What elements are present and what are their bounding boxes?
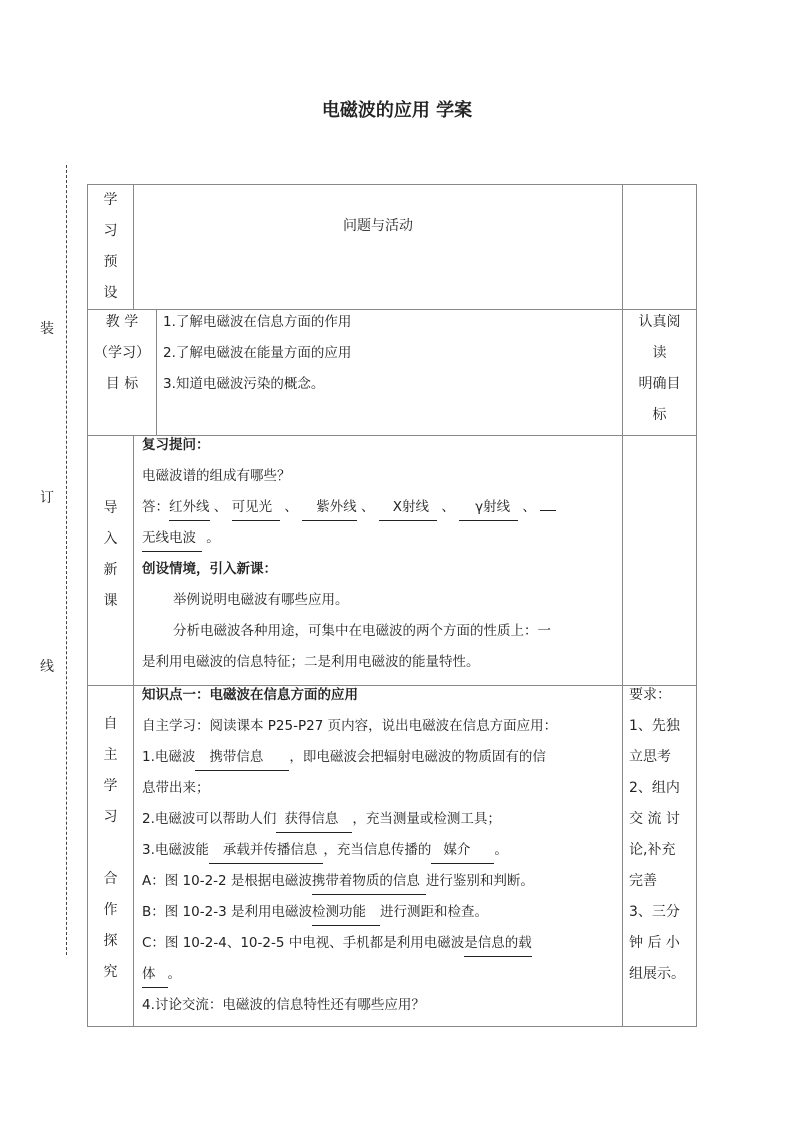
review-answer-line: 答：红外线 、 可见光 、 紫外线 、 X射线 、 γ射线 、 bbox=[142, 492, 556, 523]
text: 进行鉴别和判断。 bbox=[425, 873, 534, 889]
study-label-char: 自 bbox=[103, 716, 118, 732]
goal-item: 2.了解电磁波在能量方面的应用 bbox=[163, 345, 352, 361]
review-question: 电磁波谱的组成有哪些？ bbox=[142, 468, 291, 484]
item-c-line bbox=[142, 928, 557, 959]
intro-content-cell bbox=[133, 435, 623, 686]
text: B：图 10-2-3 是利用电磁波 bbox=[142, 904, 312, 920]
text: 。 bbox=[167, 966, 181, 982]
item-1-cont: 息带出来； bbox=[142, 780, 210, 796]
req-line: 钟 后 小 bbox=[629, 935, 680, 951]
answer-blank: 是信息的载 bbox=[464, 930, 532, 957]
text: ，充当测量或检测工具； bbox=[352, 811, 501, 827]
answer-blank-tail bbox=[540, 510, 556, 511]
binding-dashed-line bbox=[66, 165, 67, 955]
req-line: 3、三分 bbox=[629, 904, 680, 920]
item-a-line bbox=[142, 866, 557, 897]
goals-note-line: 认真阅 bbox=[638, 314, 681, 330]
answer-blank: 承载并传播信息 bbox=[209, 837, 324, 864]
study-label-char: 主 bbox=[103, 747, 118, 763]
study-label-cell bbox=[87, 685, 134, 1027]
goals-note-line: 标 bbox=[652, 407, 667, 423]
text: 。 bbox=[494, 842, 508, 858]
goals-note-line: 明确目 bbox=[638, 376, 681, 392]
self-study-line: 自主学习：阅读课本 P25-P27 页内容，说出电磁波在信息方面应用： bbox=[142, 718, 558, 734]
answer-blank: 媒介 bbox=[431, 837, 494, 864]
header-left-cell bbox=[87, 184, 134, 310]
answer-blank: 紫外线 bbox=[302, 494, 357, 521]
goals-label-line: （学习） bbox=[94, 345, 150, 361]
scene-title: 创设情境，引入新课： bbox=[142, 561, 277, 577]
study-label-char: 习 bbox=[103, 809, 118, 825]
req-line: 要求： bbox=[629, 687, 671, 703]
goal-item: 1.了解电磁波在信息方面的作用 bbox=[163, 314, 352, 330]
item-3-line bbox=[142, 835, 557, 866]
text: 进行测距和检查。 bbox=[379, 904, 488, 920]
answer-blank: 携带着物质的信息 bbox=[312, 868, 426, 895]
header-left-char: 习 bbox=[103, 223, 118, 239]
review-answer-line-2: 无线电波 。 bbox=[142, 523, 556, 554]
intro-label-char: 入 bbox=[103, 531, 118, 547]
answer-blank: 可见光 bbox=[232, 494, 281, 521]
answer-blank: 获得信息 bbox=[276, 806, 352, 833]
intro-right-cell bbox=[622, 435, 697, 686]
goals-label-line: 教 学 bbox=[105, 314, 139, 330]
study-label-char: 学 bbox=[103, 778, 118, 794]
goals-label-line: 目 标 bbox=[105, 376, 139, 392]
text: 2.电磁波可以帮助人们 bbox=[142, 811, 277, 827]
study-content-cell bbox=[133, 685, 623, 1027]
header-right-cell bbox=[622, 184, 697, 310]
header-center-label: 问题与活动 bbox=[343, 218, 413, 234]
item-1-line bbox=[142, 742, 557, 773]
study-label-char: 合 bbox=[103, 871, 118, 887]
text: 3.电磁波能 bbox=[142, 842, 209, 858]
answer-prefix: 答： bbox=[142, 499, 169, 515]
goal-item: 3.知道电磁波污染的概念。 bbox=[163, 376, 325, 392]
intro-label-char: 新 bbox=[103, 562, 118, 578]
answer-blank: 体 bbox=[142, 961, 168, 988]
item-b-line bbox=[142, 897, 557, 928]
scene-line: 举例说明电磁波有哪些应用。 bbox=[173, 592, 349, 608]
text: C：图 10-2-4、10-2-5 中电视、手机都是利用电磁波 bbox=[142, 935, 465, 951]
header-left-char: 学 bbox=[103, 192, 118, 208]
binding-char-xian: 线 bbox=[40, 659, 54, 675]
req-line: 立思考 bbox=[629, 749, 671, 765]
goals-note-cell bbox=[622, 309, 697, 436]
study-label-char: 究 bbox=[103, 964, 118, 980]
req-line: 组展示。 bbox=[629, 966, 685, 982]
scene-line: 是利用电磁波的信息特征；二是利用电磁波的能量特性。 bbox=[142, 654, 480, 670]
text: ，即电磁波会把辐射电磁波的物质固有的信 bbox=[289, 749, 546, 765]
answer-blank: X射线 bbox=[379, 494, 437, 521]
item-4-line: 4.讨论交流：电磁波的信息特性还有哪些应用？ bbox=[142, 997, 425, 1013]
study-label-char: 探 bbox=[103, 933, 118, 949]
answer-blank: 无线电波 bbox=[142, 525, 202, 552]
text: A：图 10-2-2 是根据电磁波 bbox=[142, 873, 312, 889]
req-line: 交 流 讨 bbox=[629, 811, 680, 827]
req-line: 完善 bbox=[629, 873, 657, 889]
intro-label-char: 课 bbox=[103, 593, 118, 609]
req-line: 1、先独 bbox=[629, 718, 680, 734]
item-2-line bbox=[142, 804, 557, 835]
answer-blank: 红外线 bbox=[169, 494, 210, 521]
study-req-cell bbox=[622, 685, 697, 1027]
scene-line: 分析电磁波各种用途，可集中在电磁波的两个方面的性质上：一 bbox=[173, 623, 551, 639]
review-title: 复习提问： bbox=[142, 437, 210, 453]
req-line: 论,补充 bbox=[629, 842, 676, 858]
goals-label-cell bbox=[87, 309, 157, 436]
page-title: 电磁波的应用 学案 bbox=[321, 100, 473, 121]
binding-char-zhuang: 装 bbox=[40, 321, 54, 337]
header-left-char: 预 bbox=[103, 254, 118, 270]
answer-blank: γ射线 bbox=[459, 494, 518, 521]
intro-label-cell bbox=[87, 435, 134, 686]
header-center-cell bbox=[133, 184, 623, 310]
goals-content-cell bbox=[156, 309, 623, 436]
text: ，充当信息传播的 bbox=[323, 842, 432, 858]
knowledge-point-title: 知识点一：电磁波在信息方面的应用 bbox=[142, 687, 358, 703]
intro-label-char: 导 bbox=[103, 500, 118, 516]
answer-blank: 检测功能 bbox=[312, 899, 380, 926]
text: 1.电磁波 bbox=[142, 749, 196, 765]
study-label-char: 作 bbox=[103, 902, 118, 918]
answer-blank: 携带信息 bbox=[195, 744, 289, 771]
item-c-cont bbox=[142, 959, 557, 990]
req-line: 2、组内 bbox=[629, 780, 680, 796]
binding-char-ding: 订 bbox=[40, 490, 54, 506]
header-left-char: 设 bbox=[103, 285, 118, 301]
goals-note-line: 读 bbox=[652, 345, 667, 361]
